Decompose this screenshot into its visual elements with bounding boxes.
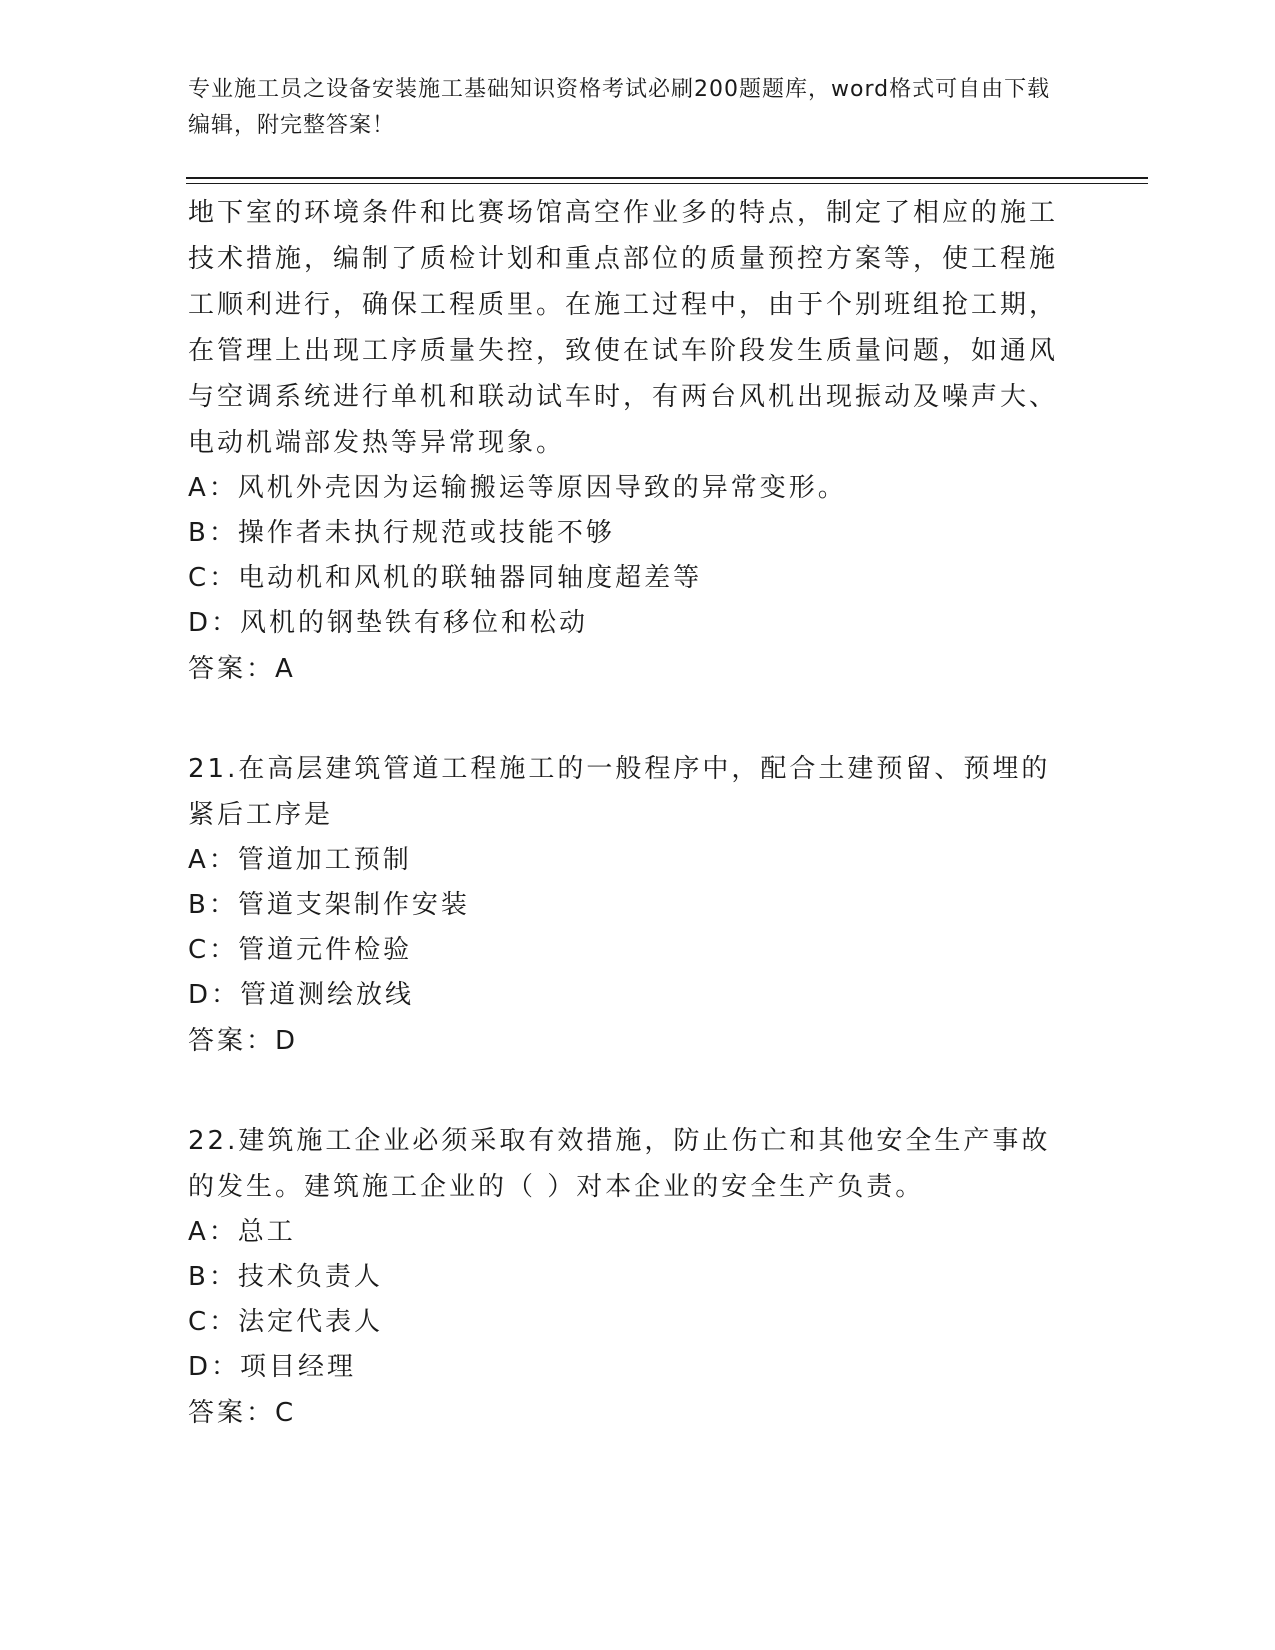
question-stem: 21.在高层建筑管道工程施工的一般程序中，配合土建预留、预埋的紧后工序是	[188, 754, 1051, 830]
option-c: C：管道元件检验	[188, 935, 413, 965]
header-double-rule	[186, 177, 1148, 184]
question-stem: 22.建筑施工企业必须采取有效措施，防止伤亡和其他安全生产事故的发生。建筑施工企业的（ ）对本企业的安全生产负责。	[188, 1126, 1051, 1202]
question-block	[188, 190, 1068, 692]
answer-line: 答案：C	[188, 1398, 297, 1428]
option-a: A：总工	[188, 1217, 296, 1247]
option-b: B：技术负责人	[188, 1262, 383, 1292]
option-c: C：法定代表人	[188, 1307, 384, 1337]
answer-line: 答案：D	[188, 1026, 299, 1056]
option-d: D：项目经理	[188, 1352, 357, 1382]
answer-line: 答案：A	[188, 654, 296, 684]
option-a: A：管道加工预制	[188, 845, 412, 875]
option-b: B：管道支架制作安装	[188, 890, 470, 920]
question-block	[188, 746, 1068, 1064]
question-list	[188, 190, 1068, 1436]
option-d: D：风机的钢垫铁有移位和松动	[188, 608, 589, 638]
question-stem: 地下室的环境条件和比赛场馆高空作业多的特点，制定了相应的施工技术措施，编制了质检计划和重点部位的质量预控方案等，使工程施工顺利进行，确保工程质里。在施工过程中，由于个别班组抢工期，在管理上出现工序质量失控，致使在试车阶段发生质量问题，如通风与空调系统进行单机和联动试车时，有两台风机出现振动及噪声大、电动机端部发热等异常现象。	[188, 198, 1059, 458]
option-b: B：操作者未执行规范或技能不够	[188, 518, 615, 548]
option-d: D：管道测绘放线	[188, 980, 415, 1010]
option-a: A：风机外壳因为运输搬运等原因导致的异常变形。	[188, 473, 847, 503]
option-c: C：电动机和风机的联轴器同轴度超差等	[188, 563, 703, 593]
document-header-text: 专业施工员之设备安装施工基础知识资格考试必刷200题题库，word格式可自由下载编辑，附完整答案！	[188, 77, 1051, 138]
question-block	[188, 1118, 1068, 1436]
